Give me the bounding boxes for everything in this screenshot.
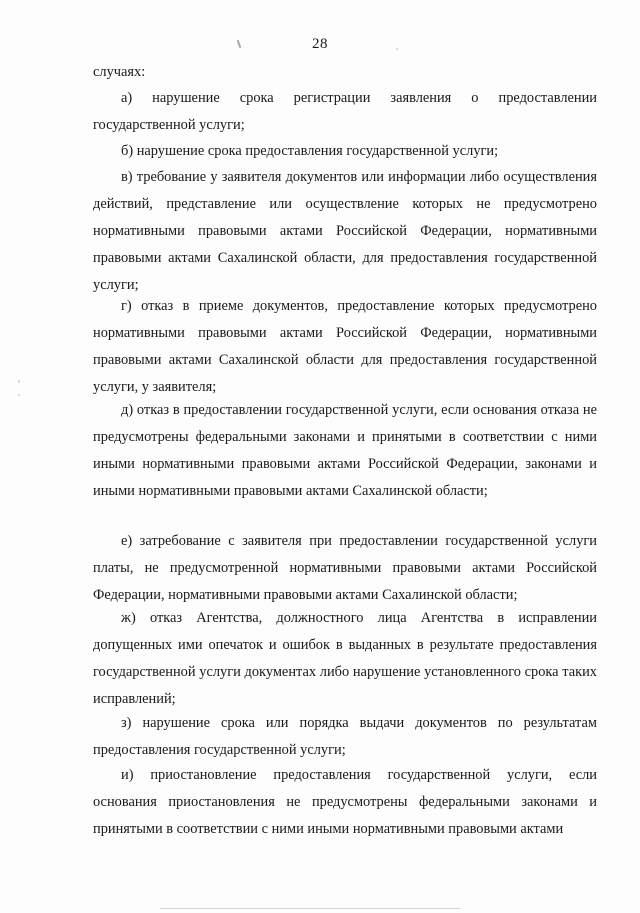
- scan-speck: [18, 380, 20, 383]
- paragraph-z: з) нарушение срока или порядка выдачи документов по результатам предоставления государственной услуги;: [93, 715, 597, 758]
- paragraph-d: д) отказ в предоставлении государственной услуги, если основания отказа не предусмотрены федеральными законами и принятыми в соответствии с ними иными нормативными правовыми актами Российской Федерации, законами и иными нормативными правовыми актами Сахалинской области;: [93, 402, 597, 499]
- page-number: 28: [312, 36, 328, 52]
- paragraph-i: и) приостановление предоставления государственной услуги, если основания приостановления не предусмотрены федеральными законами и принятыми в соответствии с ними иными нормативными правовыми актами: [93, 767, 597, 837]
- paragraph-v: в) требование у заявителя документов или информации либо осуществления действий, представление или осуществление которых не предусмотрено нормативными правовыми актами Российской Федерации, нормативными правовыми актами Сахалинской области, для предоставления государственной услуги;: [93, 169, 597, 293]
- paragraph-intro: случаях:: [93, 64, 146, 80]
- scan-speck: [18, 394, 20, 396]
- paragraph-a: а) нарушение срока регистрации заявления о предоставлении государственной услуги;: [93, 90, 597, 133]
- scan-speck: [160, 908, 460, 909]
- paragraph-zh: ж) отказ Агентства, должностного лица Агентства в исправлении допущенных ими опечаток и ошибок в выданных в результате предоставления государственной услуги документах либо нарушение установленного срока таких исправлений;: [93, 610, 597, 707]
- paragraph-g: г) отказ в приеме документов, предоставление которых предусмотрено нормативными правовыми актами Российской Федерации, нормативными правовыми актами Сахалинской области для предоставления государственной услуги, у заявителя;: [93, 298, 597, 395]
- paragraph-e: е) затребование с заявителя при предоставлении государственной услуги платы, не предусмотренной нормативными правовыми актами Российской Федерации, нормативными правовыми актами Сахалинской области;: [93, 533, 597, 603]
- paragraph-b: б) нарушение срока предоставления государственной услуги;: [121, 143, 499, 159]
